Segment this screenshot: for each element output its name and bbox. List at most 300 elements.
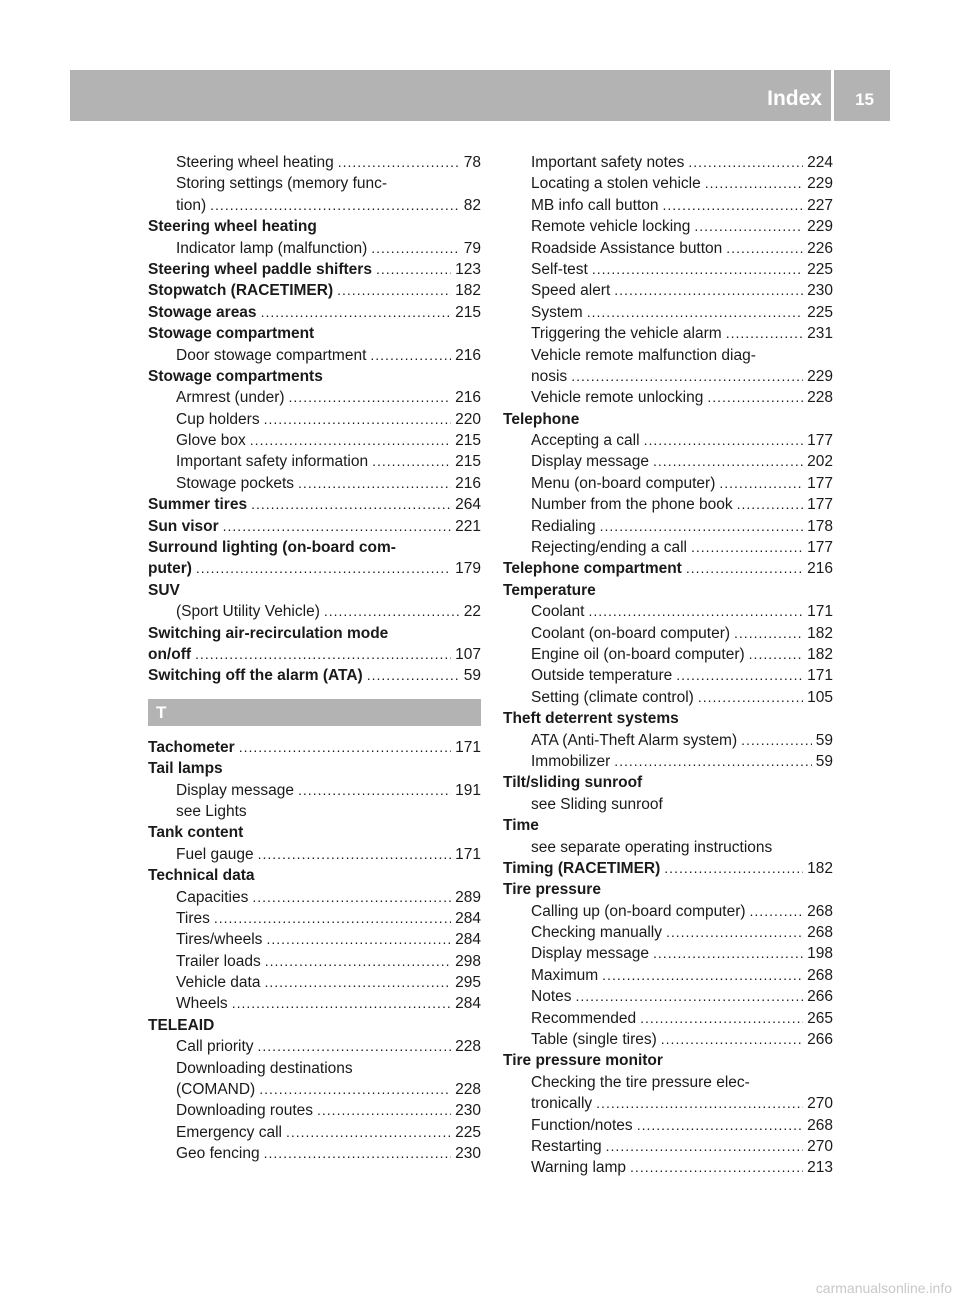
index-entry[interactable] (148, 494, 481, 515)
page-reference[interactable]: 107 (455, 645, 481, 663)
dot-leader (576, 986, 804, 1007)
index-entry (148, 1015, 481, 1036)
page-reference[interactable]: 220 (455, 410, 481, 428)
page-reference[interactable]: 215 (455, 432, 481, 450)
entry-text: Steering wheel heating (148, 218, 317, 236)
index-entry (503, 815, 833, 836)
entry-text: Tire pressure monitor (503, 1052, 663, 1070)
entry-text: Steering wheel heating (176, 154, 334, 171)
dot-leader (614, 280, 803, 301)
index-subentry[interactable] (503, 943, 833, 964)
watermark: carmanualsonline.info (815, 1280, 952, 1296)
page-reference[interactable]: 224 (807, 154, 833, 171)
page-reference[interactable]: 123 (455, 260, 481, 278)
entry-text: Tires (176, 909, 210, 927)
index-subentry[interactable] (503, 387, 833, 408)
page-reference[interactable]: 82 (463, 196, 481, 214)
entry-text: Telephone compartment (503, 560, 682, 578)
index-entry (148, 323, 481, 344)
index-subentry[interactable] (148, 430, 481, 451)
dot-leader (637, 1115, 803, 1136)
dot-leader (264, 409, 452, 430)
index-subentry[interactable] (148, 601, 481, 622)
entry-text: Tires/wheels (176, 931, 263, 949)
page-reference[interactable]: 284 (455, 995, 481, 1013)
dot-leader (592, 259, 803, 280)
dot-leader (676, 665, 803, 686)
index-subentry[interactable] (148, 887, 481, 908)
index-entry (503, 409, 833, 430)
dot-leader (691, 537, 803, 558)
entry-text: Surround lighting (on-board com- (148, 539, 396, 557)
index-subentry[interactable] (148, 195, 481, 216)
index-subentry[interactable] (503, 730, 833, 751)
entry-text: Calling up (on-board computer) (531, 902, 746, 920)
page-reference[interactable]: 229 (807, 175, 833, 193)
dot-leader (337, 280, 451, 301)
dot-leader (317, 1100, 451, 1121)
index-column-right (503, 152, 833, 1179)
index-entry (148, 366, 481, 387)
index-subentry (148, 1058, 481, 1079)
entry-text: Display message (176, 781, 295, 799)
page-reference[interactable]: 182 (455, 282, 481, 300)
index-subentry[interactable] (503, 152, 833, 173)
entry-text: Timing (RACETIMER) (503, 859, 661, 877)
page-reference[interactable]: 265 (807, 1009, 833, 1027)
entry-text: Triggering the vehicle alarm (531, 325, 722, 343)
index-subentry[interactable] (503, 323, 833, 344)
entry-text: Indicator lamp (malfunction) (176, 239, 368, 257)
dot-leader (298, 473, 451, 494)
entry-text: SUV (148, 581, 180, 599)
page-reference[interactable]: 227 (807, 196, 833, 214)
entry-text: Number from the phone book (531, 496, 733, 514)
index-subentry[interactable] (503, 1093, 833, 1114)
page-reference[interactable]: 216 (455, 474, 481, 492)
index-subentry[interactable] (148, 152, 481, 173)
index-subentry[interactable] (503, 1136, 833, 1157)
dot-leader (376, 259, 451, 280)
dot-leader (210, 195, 460, 216)
entry-text: Accepting a call (531, 432, 640, 450)
dot-leader (252, 887, 451, 908)
dot-leader (644, 430, 804, 451)
index-subentry[interactable] (148, 1036, 481, 1057)
entry-text: Tail lamps (148, 760, 223, 778)
entry-text: Downloading routes (176, 1102, 314, 1120)
entry-text: Trailer loads (176, 952, 261, 970)
page-reference[interactable]: 268 (807, 966, 833, 984)
dot-leader (266, 929, 451, 950)
index-subentry[interactable] (503, 173, 833, 194)
entry-text: (Sport Utility Vehicle) (176, 603, 320, 621)
index-entry (503, 708, 833, 729)
dot-leader (214, 908, 451, 929)
index-subentry (503, 837, 833, 858)
page-reference[interactable]: 264 (455, 496, 481, 514)
dot-leader (688, 152, 803, 173)
index-subentry[interactable] (503, 494, 833, 515)
dot-leader (289, 387, 452, 408)
page-reference[interactable]: 284 (455, 931, 481, 949)
page-reference[interactable]: 178 (807, 517, 833, 535)
index-subentry[interactable] (503, 623, 833, 644)
page-reference[interactable]: 198 (807, 945, 833, 963)
index-entry[interactable] (148, 737, 481, 758)
index-subentry[interactable] (148, 387, 481, 408)
index-subentry[interactable] (503, 1157, 833, 1178)
page-reference[interactable]: 228 (455, 1081, 481, 1099)
page-reference[interactable]: 182 (807, 859, 833, 877)
index-subentry[interactable] (503, 473, 833, 494)
index-entry (148, 580, 481, 601)
index-entry (148, 623, 481, 644)
entry-text: see Lights (176, 802, 247, 820)
entry-text: Tank content (148, 824, 244, 842)
index-entry (148, 865, 481, 886)
header-divider (831, 70, 834, 121)
entry-text: Downloading destinations (176, 1059, 353, 1077)
page-reference[interactable]: 228 (455, 1038, 481, 1056)
dot-leader (614, 751, 812, 772)
page-reference[interactable]: 171 (455, 845, 481, 863)
index-subentry[interactable] (503, 430, 833, 451)
entry-text: Cup holders (176, 410, 260, 428)
index-subentry[interactable] (148, 1143, 481, 1164)
dot-leader (630, 1157, 803, 1178)
dot-leader (195, 644, 451, 665)
dot-leader (286, 1122, 451, 1143)
page-reference[interactable]: 225 (455, 1123, 481, 1141)
page-reference[interactable]: 105 (807, 688, 833, 706)
dot-leader (686, 558, 803, 579)
entry-text: Sun visor (148, 517, 219, 535)
index-entry (503, 772, 833, 793)
entry-text: Emergency call (176, 1123, 282, 1141)
dot-leader (367, 665, 460, 686)
index-entry[interactable] (148, 302, 481, 323)
entry-text: Redialing (531, 517, 596, 535)
page-reference[interactable]: 266 (807, 1031, 833, 1049)
entry-text: Locating a stolen vehicle (531, 175, 701, 193)
dot-leader (239, 737, 451, 758)
index-subentry[interactable] (503, 238, 833, 259)
entry-text: Storing settings (memory func- (176, 175, 388, 193)
dot-leader (370, 345, 451, 366)
entry-text: Display message (531, 945, 650, 963)
index-subentry (503, 345, 833, 366)
index-entry[interactable] (503, 858, 833, 879)
index-subentry[interactable] (503, 259, 833, 280)
page-reference[interactable]: 179 (455, 560, 481, 578)
index-subentry[interactable] (503, 922, 833, 943)
page-reference[interactable]: 295 (455, 974, 481, 992)
dot-leader (596, 1093, 803, 1114)
index-subentry (148, 801, 481, 822)
page-reference[interactable]: 182 (807, 624, 833, 642)
entry-text: Switching air-recirculation mode (148, 624, 389, 642)
dot-leader (741, 730, 812, 751)
page-reference[interactable]: 216 (455, 346, 481, 364)
page-reference[interactable]: 177 (807, 432, 833, 450)
dot-leader (338, 152, 460, 173)
entry-text: Steering wheel paddle shifters (148, 260, 372, 278)
entry-text: Time (503, 817, 539, 835)
dot-leader (600, 516, 803, 537)
dot-leader (698, 687, 803, 708)
page-reference[interactable]: 182 (807, 645, 833, 663)
entry-text: Coolant (on-board computer) (531, 624, 731, 642)
dot-leader (232, 993, 451, 1014)
dot-leader (705, 173, 803, 194)
entry-text: Stopwatch (RACETIMER) (148, 282, 334, 300)
entry-text: Summer tires (148, 496, 248, 514)
entry-text: Vehicle remote unlocking (531, 389, 704, 407)
index-subentry[interactable] (503, 687, 833, 708)
page-reference[interactable]: 59 (815, 752, 833, 770)
entry-text: Stowage compartments (148, 367, 323, 385)
dot-leader (606, 1136, 803, 1157)
page-reference[interactable]: 177 (807, 539, 833, 557)
dot-leader (250, 430, 451, 451)
index-subentry[interactable] (503, 901, 833, 922)
page-reference[interactable]: 229 (807, 367, 833, 385)
index-subentry (503, 794, 833, 815)
page-reference[interactable]: 284 (455, 909, 481, 927)
page-reference[interactable]: 79 (463, 239, 481, 257)
index-subentry[interactable] (503, 644, 833, 665)
entry-text: Checking manually (531, 924, 662, 942)
index-subentry[interactable] (503, 216, 833, 237)
dot-leader (663, 195, 804, 216)
index-subentry[interactable] (503, 751, 833, 772)
page-reference[interactable]: 171 (455, 738, 481, 756)
page-reference[interactable]: 171 (807, 603, 833, 621)
index-entry[interactable] (148, 259, 481, 280)
page-reference[interactable]: 268 (807, 1116, 833, 1134)
entry-text: Coolant (531, 603, 585, 621)
page-reference[interactable]: 268 (807, 902, 833, 920)
dot-leader (719, 473, 803, 494)
dot-leader (726, 323, 803, 344)
index-column-left (148, 152, 481, 1165)
index-entry (148, 822, 481, 843)
entry-text: Function/notes (531, 1116, 633, 1134)
page-reference[interactable]: 270 (807, 1095, 833, 1113)
page-reference[interactable]: 215 (455, 303, 481, 321)
page-reference[interactable]: 216 (455, 389, 481, 407)
dot-leader (661, 1029, 803, 1050)
page-reference[interactable]: 221 (455, 517, 481, 535)
page-reference[interactable]: 191 (455, 781, 481, 799)
index-subentry[interactable] (503, 665, 833, 686)
page-reference[interactable]: 226 (807, 239, 833, 257)
page-reference[interactable]: 266 (807, 988, 833, 1006)
entry-text: Wheels (176, 995, 228, 1013)
page-reference[interactable]: 59 (815, 731, 833, 749)
page-reference[interactable]: 22 (463, 603, 481, 621)
index-subentry[interactable] (148, 409, 481, 430)
dot-leader (258, 844, 452, 865)
entry-text: tronically (531, 1095, 593, 1113)
entry-text: Glove box (176, 432, 246, 450)
page-reference[interactable]: 225 (807, 260, 833, 278)
entry-text: on/off (148, 645, 192, 663)
entry-text: Armrest (under) (176, 389, 285, 407)
index-subentry[interactable] (148, 1100, 481, 1121)
dot-leader (653, 943, 803, 964)
entry-text: Fuel gauge (176, 845, 254, 863)
index-subentry[interactable] (148, 1079, 481, 1100)
entry-text: tion) (176, 196, 207, 214)
page-reference[interactable]: 298 (455, 952, 481, 970)
index-subentry[interactable] (148, 844, 481, 865)
page-reference[interactable]: 213 (807, 1159, 833, 1177)
entry-text: Stowage areas (148, 303, 257, 321)
index-subentry[interactable] (503, 516, 833, 537)
index-entry[interactable] (148, 665, 481, 686)
entry-text: Stowage pockets (176, 474, 295, 492)
header-bar (70, 70, 890, 121)
index-subentry[interactable] (503, 1115, 833, 1136)
entry-text: Tachometer (148, 738, 235, 756)
entry-text: Restarting (531, 1137, 602, 1155)
dot-leader (372, 451, 451, 472)
page-reference[interactable]: 59 (463, 667, 481, 685)
page-reference[interactable]: 230 (455, 1102, 481, 1120)
entry-text: Tire pressure (503, 881, 601, 899)
entry-text: (COMAND) (176, 1081, 256, 1099)
index-subentry[interactable] (503, 1029, 833, 1050)
index-subentry[interactable] (503, 1008, 833, 1029)
index-subentry[interactable] (148, 780, 481, 801)
entry-text: ATA (Anti-Theft Alarm system) (531, 731, 738, 749)
index-entry[interactable] (148, 558, 481, 579)
index-subentry[interactable] (148, 238, 481, 259)
page-reference[interactable]: 78 (463, 154, 481, 171)
entry-text: Call priority (176, 1038, 254, 1056)
page-reference[interactable]: 177 (807, 474, 833, 492)
dot-leader (694, 216, 803, 237)
index-subentry[interactable] (503, 451, 833, 472)
dot-leader (571, 366, 803, 387)
entry-text: MB info call button (531, 196, 659, 214)
page-reference[interactable]: 225 (807, 303, 833, 321)
entry-text: Display message (531, 453, 650, 471)
dot-leader (726, 238, 803, 259)
index-subentry (503, 1072, 833, 1093)
dot-leader (653, 451, 803, 472)
page-reference[interactable]: 230 (455, 1145, 481, 1163)
index-entry (503, 1050, 833, 1071)
dot-leader (264, 972, 451, 993)
entry-text: Menu (on-board computer) (531, 474, 716, 492)
entry-text: nosis (531, 367, 568, 385)
entry-text: Vehicle remote malfunction diag- (531, 346, 756, 364)
page-reference[interactable]: 229 (807, 218, 833, 236)
entry-text: see separate operating instructions (531, 838, 773, 856)
entry-text: Vehicle data (176, 974, 261, 992)
page-reference[interactable]: 171 (807, 667, 833, 685)
index-subentry[interactable] (148, 951, 481, 972)
entry-text: Roadside Assistance button (531, 239, 723, 257)
index-entry (503, 879, 833, 900)
page-reference[interactable]: 230 (807, 282, 833, 300)
entry-text: Self-test (531, 260, 588, 278)
page-reference[interactable]: 231 (807, 325, 833, 343)
entry-text: Setting (climate control) (531, 688, 694, 706)
index-subentry[interactable] (503, 986, 833, 1007)
index-entry[interactable] (503, 558, 833, 579)
dot-leader (587, 302, 803, 323)
entry-text: Maximum (531, 966, 599, 984)
entry-text: Temperature (503, 581, 596, 599)
page-reference[interactable]: 216 (807, 560, 833, 578)
dot-leader (258, 1036, 452, 1057)
index-subentry[interactable] (148, 972, 481, 993)
index-subentry[interactable] (503, 366, 833, 387)
page-reference[interactable]: 202 (807, 453, 833, 471)
index-subentry[interactable] (503, 302, 833, 323)
page-reference[interactable]: 228 (807, 389, 833, 407)
index-subentry[interactable] (148, 473, 481, 494)
dot-leader (750, 901, 804, 922)
dot-leader (265, 951, 451, 972)
entry-text: Warning lamp (531, 1159, 627, 1177)
index-entry[interactable] (148, 516, 481, 537)
dot-leader (588, 601, 803, 622)
dot-leader (371, 238, 460, 259)
entry-text: Technical data (148, 867, 255, 885)
index-subentry[interactable] (148, 929, 481, 950)
dot-leader (707, 387, 803, 408)
page-reference[interactable]: 215 (455, 453, 481, 471)
index-subentry[interactable] (148, 451, 481, 472)
dot-leader (251, 494, 451, 515)
index-subentry[interactable] (503, 601, 833, 622)
dot-leader (261, 302, 452, 323)
entry-text: System (531, 303, 583, 321)
index-entry[interactable] (148, 644, 481, 665)
index-subentry[interactable] (148, 345, 481, 366)
entry-text: Outside temperature (531, 667, 673, 685)
entry-text: Geo fencing (176, 1145, 260, 1163)
entry-text: Recommended (531, 1009, 637, 1027)
index-subentry[interactable] (503, 195, 833, 216)
index-subentry[interactable] (503, 537, 833, 558)
dot-leader (196, 558, 451, 579)
index-subentry[interactable] (503, 280, 833, 301)
section-letter-heading: T (148, 699, 481, 726)
page-reference[interactable]: 289 (455, 888, 481, 906)
page-reference[interactable]: 270 (807, 1137, 833, 1155)
entry-text: Tilt/sliding sunroof (503, 774, 643, 792)
index-entry (503, 580, 833, 601)
index-entry[interactable] (148, 280, 481, 301)
page-reference[interactable]: 177 (807, 496, 833, 514)
index-subentry[interactable] (148, 1122, 481, 1143)
entry-text: Switching off the alarm (ATA) (148, 667, 363, 685)
index-subentry[interactable] (148, 993, 481, 1014)
dot-leader (666, 922, 803, 943)
page-reference[interactable]: 268 (807, 924, 833, 942)
entry-text: Important safety information (176, 453, 369, 471)
dot-leader (664, 858, 803, 879)
index-subentry[interactable] (148, 908, 481, 929)
index-subentry[interactable] (503, 965, 833, 986)
entry-text: puter) (148, 560, 192, 578)
